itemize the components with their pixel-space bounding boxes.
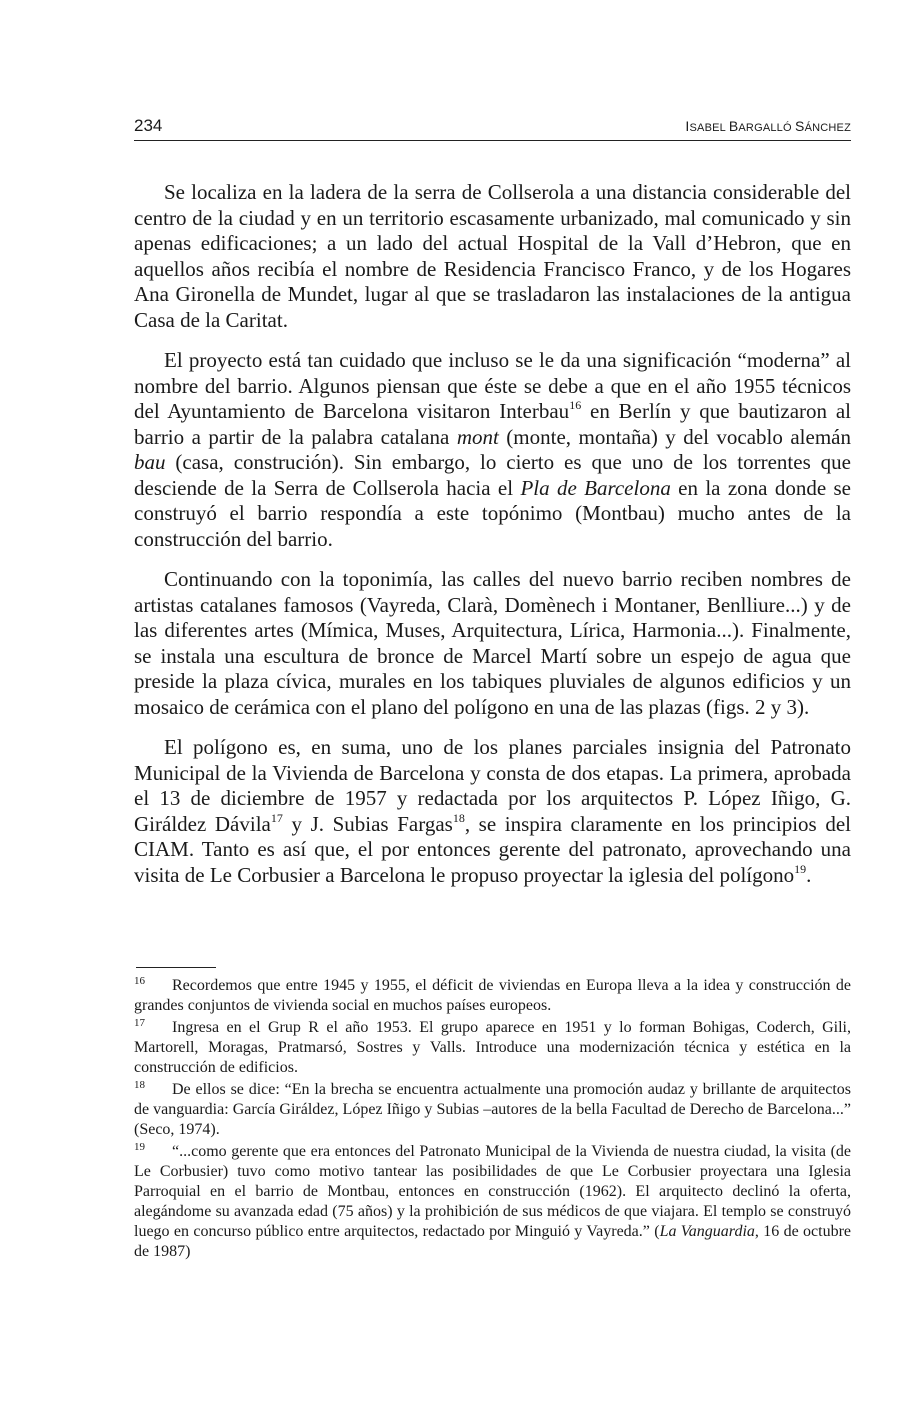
footnotes (134, 976, 851, 1264)
footnote-ref-18[interactable]: 18 (452, 810, 465, 825)
footnote-separator (136, 967, 216, 968)
paragraph-1: Se localiza en la ladera de la serra de Collserola a una distancia considerable del centro de la ciudad y en un territorio escasamente urbanizado, mal comunicado y sin apenas edificaciones; a un lado del actual Hospital de la Vall d’Hebron, que en aquellos años recibía el nombre de Residencia Francisco Franco, y de los Hogares Ana Gironella de Mundet, lugar al que se trasladaron las instalaciones de la antigua Casa de la Caritat. (134, 180, 851, 332)
footnote-ref-19[interactable]: 19 (794, 861, 807, 876)
page-number: 234 (134, 116, 163, 135)
footnote-19: 19 “...como gerente que era entonces del Patronato Municipal de la Vivienda de nuestra ciudad, la visita (de Le Corbusier) tuvo como motivo tantear las posibilidades de que Le Corbusier proyectara una Iglesia Parroquial en el barrio de Montbau, entonces en construcción (1962). El arquitecto declinó la oferta, alegándome su avanzada edad (75 años) y la prohibición de sus médicos de que viajara. El templo se construyó luego en concurso público entre arquitectos, redactado por Minguió y Vayreda.” (La Vanguardia, 16 de octubre de 1987) (134, 1141, 852, 1260)
paragraph-2: El proyecto está tan cuidado que incluso se le da una significación “moderna” al nombre del barrio. Algunos piensan que éste se debe a que en el año 1955 técnicos del Ayuntamiento de Barcelona visitaron Interbau$^{16}$ en Berlín y que bautizaron al barrio a partir de la palabra catalana mont (monte, montaña) y del vocablo alemán bau (casa, construción). Sin embargo, lo cierto es que uno de los torrentes que desciende de la Serra de Collserola hacia el Pla de Barcelona en la zona donde se construyó el barrio respondía a este topónimo (Montbau) mucho antes de la construcción del barrio. (134, 348, 851, 551)
paragraph-3: Continuando con la toponimía, las calles del nuevo barrio reciben nombres de artistas catalanes famosos (Vayreda, Clarà, Domènech i Montaner, Benlliure...) y de las diferentes artes (Mímica, Muses, Arquitectura, Lírica, Harmonia...). Finalmente, se instala una escultura de bronce de Marcel Martí sobre un espejo de agua que preside la plaza cívica, murales en los tabiques pluviales de algunos edificios y un mosaico de cerámica con el plano del polígono en una de las plazas (figs. 2 y 3). (134, 567, 851, 719)
page-header (134, 116, 851, 141)
footnote-ref-17[interactable]: 17 (270, 810, 283, 825)
paragraph-4: El polígono es, en suma, uno de los planes parciales insignia del Patronato Municipal de la Vivienda de Barcelona y consta de dos etapas. La primera, aprobada el 13 de diciembre de 1957 y redactada por los arquitectos P. López Iñigo, G. Giráldez Dávila$^{17}$ y J. Subias Fargas$^{18}$, se inspira claramente en los principios del CIAM. Tanto es así que, el por entonces gerente del patronato, aprovechando una visita de Le Corbusier a Barcelona le propuso proyectar la iglesia del polígono$^{19}$. (134, 735, 851, 887)
footnote-ref-16[interactable]: 16 (569, 398, 582, 412)
footnote-18: 18 De ellos se dice: “En la brecha se encuentra actualmente una promoción audaz y brillante de arquitectos de vanguardia: García Giráldez, López Iñigo y Subias –autores de la bella Facultad de Derecho de Barcelona...” (Seco, 1974). (134, 1079, 851, 1138)
footnote-17: 17 Ingresa en el Grup R el año 1953. El grupo aparece en 1951 y lo forman Bohigas, Coderch, Gili, Martorell, Moragas, Pratmarsó, Sostres y Valls. Introduce una modernización técnica y estética en la construcción de edificios. (134, 1017, 851, 1076)
body-text (134, 180, 851, 903)
running-head-author: ISABEL BARGALLÓ SÁNCHEZ (685, 118, 851, 134)
footnote-16: 16 Recordemos que entre 1945 y 1955, el déficit de viviendas en Europa lleva a la idea y construcción de grandes conjuntos de vivienda social en muchos países europeos. (134, 975, 851, 1014)
